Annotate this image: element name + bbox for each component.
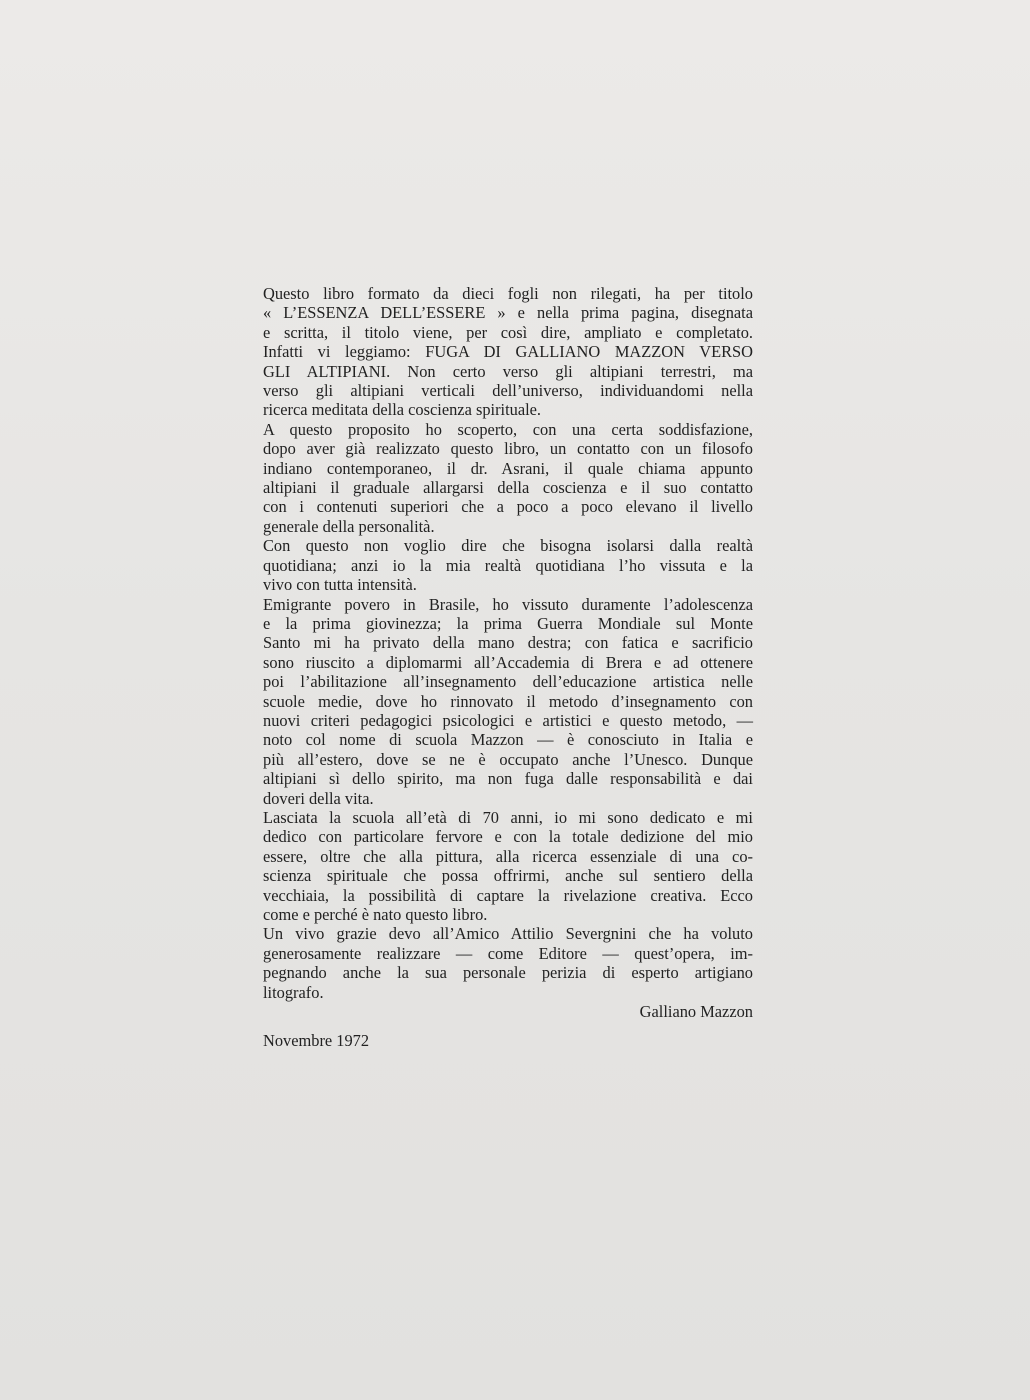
text-line: dedico con particolare fervore e con la totale dedizione del mio (263, 827, 753, 847)
text-block (263, 284, 753, 1051)
text-line: Emigrante povero in Brasile, ho vissuto duramente l’adolescenza (263, 594, 753, 614)
text-line: scienza spirituale che possa offrirmi, anche sul sentiero della (263, 866, 753, 886)
text-line: come e perché è nato questo libro. (263, 905, 488, 924)
text-line: vivo con tutta intensità. (263, 575, 417, 595)
text-line: vecchiaia, la possibilità di captare la rivelazione creativa. Ecco (263, 885, 753, 905)
text-line: altipiani sì dello spirito, ma non fuga dalle responsabilità e dai (263, 769, 753, 789)
text-line: ricerca meditata della coscienza spirituale. (263, 400, 542, 420)
text-line: litografo. (263, 982, 324, 1002)
text-line: più all’estero, dove se ne è occupato anche l’Unesco. Dunque (263, 749, 753, 769)
paragraph-1 (263, 284, 753, 420)
text-line: generale della personalità. (263, 516, 435, 536)
text-line: pegnando anche la sua personale perizia di esperto artigiano (263, 963, 753, 983)
text-line: Questo libro formato da dieci fogli non rilegati, ha per titolo (263, 284, 753, 303)
text-line: A questo proposito ho scoperto, con una certa soddisfazione, (263, 419, 753, 439)
text-line: noto col nome di scuola Mazzon — è conosciuto in Italia e (263, 730, 753, 750)
text-line: Santo mi ha privato della mano destra; con fatica e sacrificio (263, 633, 753, 653)
text-line: scuole medie, dove ho rinnovato il metodo d’insegnamento con (263, 691, 753, 711)
text-line: Infatti vi leggiamo: FUGA DI GALLIANO MAZZON VERSO (263, 342, 753, 362)
signature: Galliano Mazzon (639, 1002, 753, 1022)
date: Novembre 1972 (263, 1031, 370, 1051)
text-line: « L’ESSENZA DELL’ESSERE » e nella prima pagina, disegnata (263, 303, 753, 323)
text-line: verso gli altipiani verticali dell’universo, individuandomi nella (263, 381, 753, 401)
text-line: generosamente realizzare — come Editore — quest’opera, im- (263, 943, 753, 963)
text-line: con i contenuti superiori che a poco a poco elevano il livello (263, 497, 753, 517)
text-line: essere, oltre che alla pittura, alla ricerca essenziale di una co- (263, 846, 753, 866)
text-line: e la prima giovinezza; la prima Guerra Mondiale sul Monte (263, 613, 753, 633)
text-line: e scritta, il titolo viene, per così dire, ampliato e completato. (263, 322, 753, 342)
text-line: doveri della vita. (263, 788, 374, 808)
text-line: GLI ALTIPIANI. Non certo verso gli altipiani terrestri, ma (263, 361, 753, 381)
paragraph-4 (263, 595, 753, 808)
text-line: indiano contemporaneo, il dr. Asrani, il quale chiama appunto (263, 458, 753, 478)
paragraph-2 (263, 420, 753, 536)
paragraph-5 (263, 808, 753, 924)
paragraph-6 (263, 924, 753, 1002)
text-line: nuovi criteri pedagogici psicologici e artistici e questo metodo, — (263, 710, 753, 730)
text-line: poi l’abilitazione all’insegnamento dell’educazione artistica nelle (263, 672, 753, 692)
text-line: Un vivo grazie devo all’Amico Attilio Severgnini che ha voluto (263, 924, 753, 944)
text-line: Lasciata la scuola all’età di 70 anni, io mi sono dedicato e mi (263, 807, 753, 827)
text-line: altipiani il graduale allargarsi della coscienza e il suo contatto (263, 478, 753, 498)
text-line: sono riuscito a diplomarmi all’Accademia di Brera e ad ottenere (263, 652, 753, 672)
text-line: dopo aver già realizzato questo libro, un contatto con un filosofo (263, 439, 753, 459)
text-line: Con questo non voglio dire che bisogna isolarsi dalla realtà (263, 536, 753, 556)
text-line: quotidiana; anzi io la mia realtà quotidiana l’ho vissuta e la (263, 555, 753, 575)
paragraph-3 (263, 536, 753, 594)
